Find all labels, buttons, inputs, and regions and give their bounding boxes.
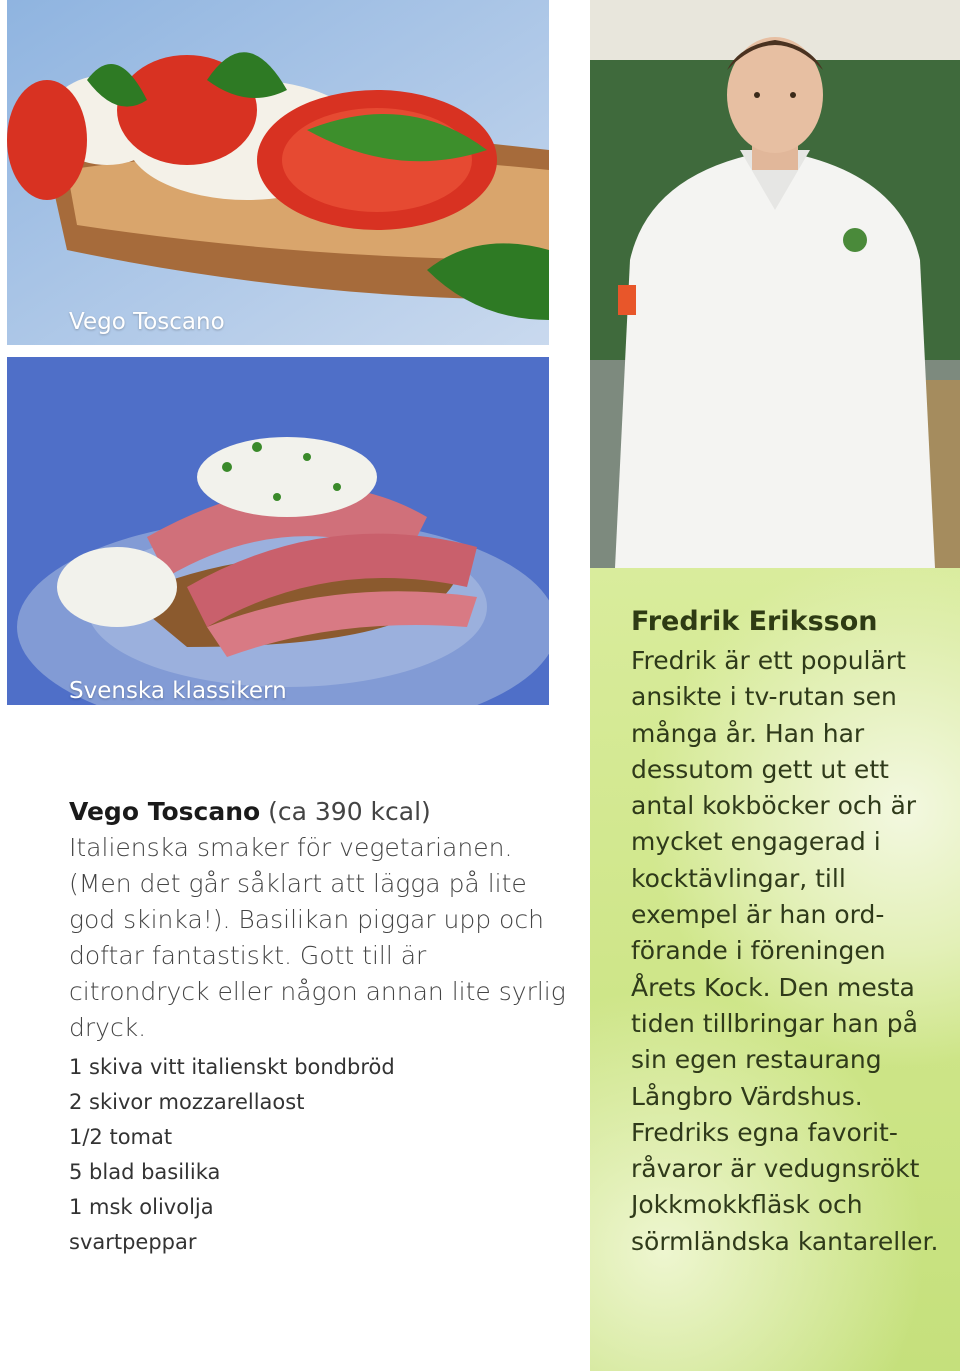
chef-bio-panel xyxy=(590,568,960,1371)
ingredient-item: svartpeppar xyxy=(69,1230,197,1254)
ingredient-item: 1 skiva vitt italienskt bondbröd xyxy=(69,1055,395,1079)
svenska-klassikern-photo xyxy=(7,357,549,705)
recipe-description: Italienska smaker för vegetarianen. (Men det går såklart att lägga på lite god skinka!). Basilikan piggar upp och doftar fantastiskt. Gott till är citrondryck eller någon annan lite syrlig dryck. xyxy=(69,833,566,1042)
recipe-name: Vego Toscano xyxy=(69,797,261,826)
vego-toscano-photo xyxy=(7,0,549,345)
ingredient-list xyxy=(69,1050,569,1260)
chef-portrait-photo xyxy=(590,0,960,568)
chef-bio-text: Fredrik är ett populärt ansikte i tv-rutan sen många år. Han har dessutom gett ut ett antal kokböcker och är mycket engagerad i kocktävlingar, till exempel är han ord-förande i föreningen Årets Kock. Den mesta tiden tillbringar han på sin egen restaurang Långbro Värdshus. Fredriks egna favorit-råvaror är vedugnsrökt Jokkmokkfläsk och sörmländska kantareller. xyxy=(631,646,939,1256)
recipe-heading xyxy=(69,794,569,830)
vego-toscano-caption: Vego Toscano xyxy=(69,309,225,335)
ingredient-item: 5 blad basilika xyxy=(69,1160,221,1184)
ingredient-item: 2 skivor mozzarellaost xyxy=(69,1090,305,1114)
recipe-section xyxy=(69,794,569,1260)
ingredient-item: 1 msk olivolja xyxy=(69,1195,214,1219)
ingredient-item: 1/2 tomat xyxy=(69,1125,173,1149)
recipe-kcal: (ca 390 kcal) xyxy=(268,797,431,826)
chef-name: Fredrik Eriksson xyxy=(631,606,878,637)
svenska-klassikern-caption: Svenska klassikern xyxy=(69,678,287,704)
